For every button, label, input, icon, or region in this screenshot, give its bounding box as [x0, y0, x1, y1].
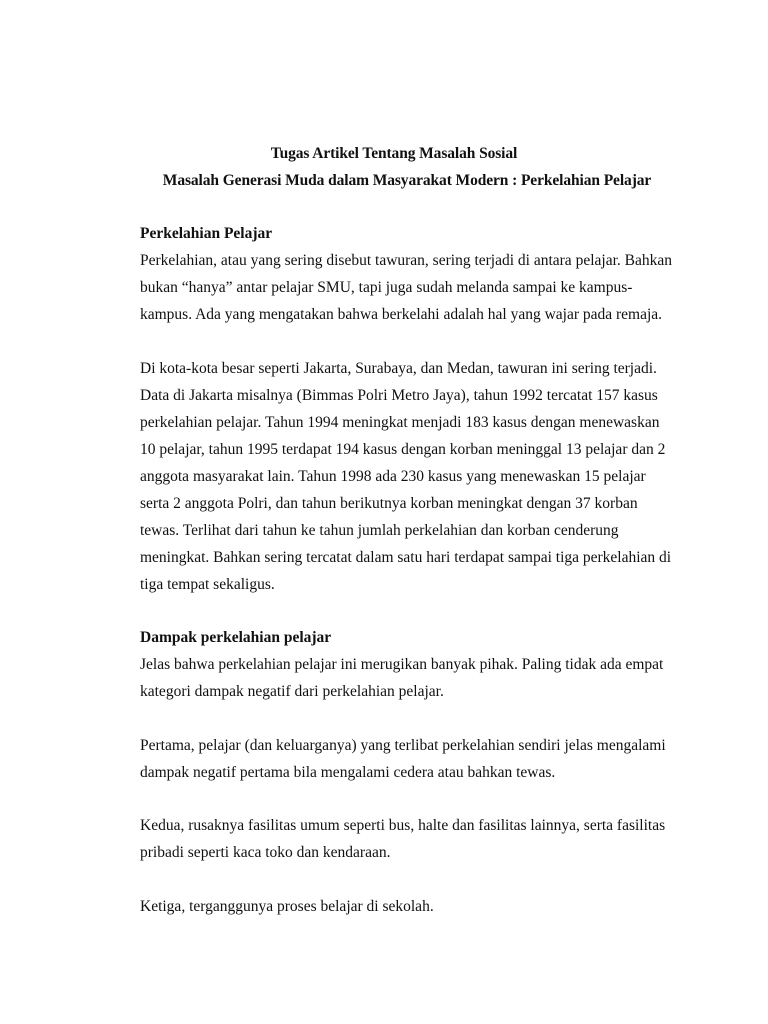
text-line: tewas. Terlihat dari tahun ke tahun jumlah perkelahian dan korban cenderung	[140, 521, 619, 539]
text-line: dampak negatif pertama bila mengalami cedera atau bahkan tewas.	[140, 763, 556, 781]
text-line: pribadi seperti kaca toko dan kendaraan.	[140, 844, 391, 861]
text-line: tiga tempat sekaligus.	[140, 575, 275, 593]
text-line: serta 2 anggota Polri, dan tahun berikutnya korban meningkat dengan 37 korban	[140, 494, 638, 512]
paragraph-gap	[140, 328, 668, 355]
paragraph	[140, 355, 672, 598]
spacer	[140, 194, 668, 220]
paragraph-gap	[140, 866, 668, 893]
paragraph-gap	[140, 786, 668, 813]
text-line: Jelas bahwa perkelahian pelajar ini merugikan banyak pihak. Paling tidak ada empat	[140, 656, 664, 673]
paragraph	[140, 812, 668, 866]
paragraph-gap	[140, 598, 668, 625]
paragraph	[140, 893, 668, 920]
text-line: kampus. Ada yang mengatakan bahwa berkelahi adalah hal yang wajar pada remaja.	[140, 306, 663, 323]
paragraph	[140, 247, 672, 328]
text-line: Perkelahian, atau yang sering disebut tawuran, sering terjadi di antara pelajar. Bahkan	[140, 252, 672, 269]
text-line: Data di Jakarta misalnya (Bimmas Polri Metro Jaya), tahun 1992 tercatat 157 kasus	[140, 386, 658, 404]
text-line: perkelahian pelajar. Tahun 1994 meningkat menjadi 183 kasus dengan menewaskan	[140, 413, 660, 431]
text-line: Di kota-kota besar seperti Jakarta, Surabaya, dan Medan, tawuran ini sering terjadi.	[140, 359, 657, 377]
text-line: anggota masyarakat lain. Tahun 1998 ada 230 kasus yang menewaskan 15 pelajar	[140, 467, 646, 485]
text-line: Kedua, rusaknya fasilitas umum seperti bus, halte dan fasilitas lainnya, serta fasilitas	[140, 817, 666, 834]
document-subtitle: Masalah Generasi Muda dalam Masyarakat Modern : Perkelahian Pelajar	[162, 172, 652, 189]
text-line: Pertama, pelajar (dan keluarganya) yang terlibat perkelahian sendiri jelas mengalami	[140, 736, 666, 754]
text-line: 10 pelajar, tahun 1995 terdapat 194 kasus dengan korban meninggal 13 pelajar dan 2	[140, 440, 666, 458]
paragraph-gap	[140, 705, 668, 732]
text-line: kategori dampak negatif dari perkelahian pelajar.	[140, 683, 444, 700]
paragraph	[140, 651, 668, 705]
section-heading-dampak-perkelahian: Dampak perkelahian pelajar	[140, 629, 332, 646]
paragraph	[140, 732, 668, 786]
text-line: Ketiga, terganggunya proses belajar di sekolah.	[140, 897, 434, 915]
section-heading-perkelahian-pelajar: Perkelahian Pelajar	[140, 225, 273, 242]
document-title: Tugas Artikel Tentang Masalah Sosial	[270, 145, 518, 162]
text-line: meningkat. Bahkan sering tercatat dalam satu hari terdapat sampai tiga perkelahian di	[140, 548, 672, 566]
text-line: bukan “hanya” antar pelajar SMU, tapi juga sudah melanda sampai ke kampus-	[140, 279, 633, 296]
